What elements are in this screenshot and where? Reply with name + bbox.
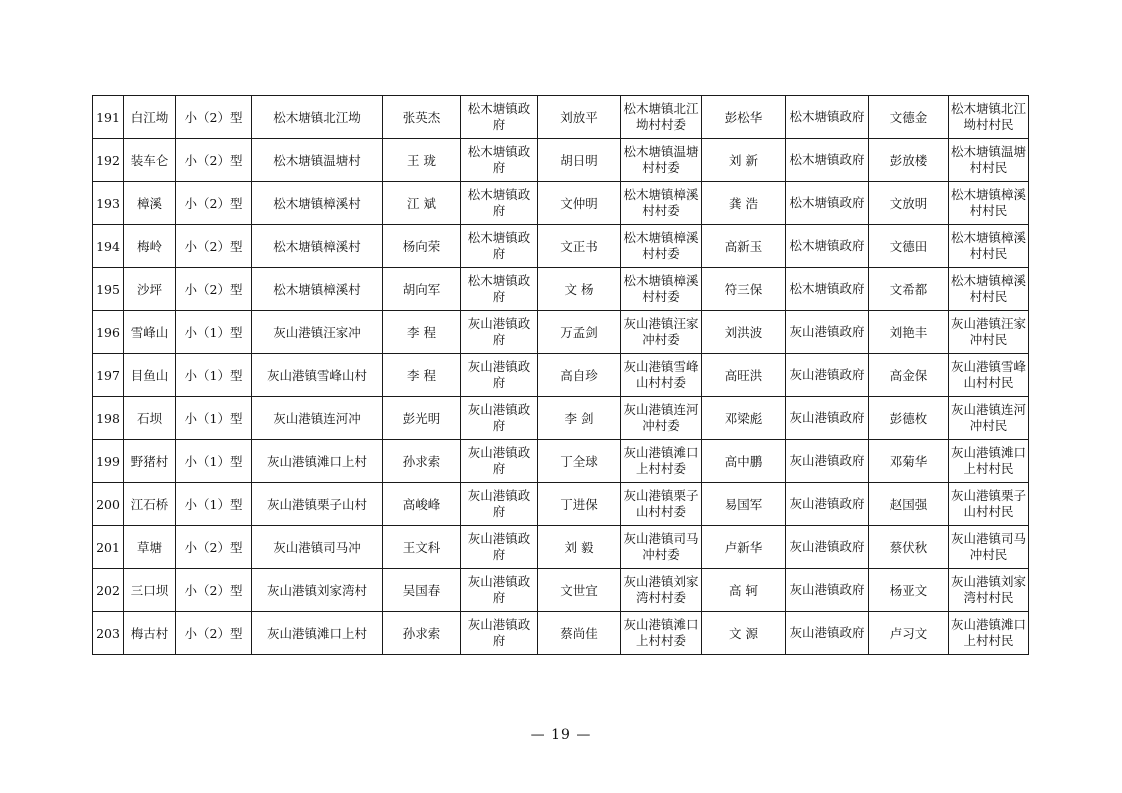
location-cell: 灰山港镇栗子山村: [252, 483, 383, 526]
guard-person-cell: 文希都: [869, 268, 949, 311]
admin-responsible-cell: 高峻峰: [383, 483, 461, 526]
serial-number-cell: 202: [93, 569, 124, 612]
patrol-responsible-cell: 邓梁彪: [702, 397, 786, 440]
scale-type-cell: 小（1）型: [176, 483, 252, 526]
page-number: — 19 —: [530, 727, 592, 743]
reservoir-name-cell: 梅古村: [124, 612, 176, 655]
patrol-responsible-cell: 符三保: [702, 268, 786, 311]
technical-unit-cell: 松木塘镇樟溪村村委: [621, 182, 702, 225]
patrol-unit-cell: 灰山港镇政府: [786, 569, 869, 612]
location-cell: 灰山港镇滩口上村: [252, 612, 383, 655]
patrol-responsible-cell: 高中鹏: [702, 440, 786, 483]
guard-person-cell: 文放明: [869, 182, 949, 225]
serial-number-cell: 195: [93, 268, 124, 311]
table-row: [93, 268, 1029, 311]
patrol-responsible-cell: 刘 新: [702, 139, 786, 182]
technical-responsible-cell: 文世宜: [538, 569, 621, 612]
serial-number-cell: 198: [93, 397, 124, 440]
reservoir-name-cell: 三口坝: [124, 569, 176, 612]
admin-unit-cell: 灰山港镇政府: [461, 397, 538, 440]
technical-responsible-cell: 刘 毅: [538, 526, 621, 569]
scale-type-cell: 小（1）型: [176, 311, 252, 354]
scale-type-cell: 小（2）型: [176, 612, 252, 655]
patrol-unit-cell: 灰山港镇政府: [786, 612, 869, 655]
technical-responsible-cell: 丁进保: [538, 483, 621, 526]
scale-type-cell: 小（2）型: [176, 139, 252, 182]
scale-type-cell: 小（1）型: [176, 354, 252, 397]
admin-responsible-cell: 王 珑: [383, 139, 461, 182]
technical-unit-cell: 灰山港镇雪峰山村村委: [621, 354, 702, 397]
reservoir-name-cell: 沙坪: [124, 268, 176, 311]
admin-responsible-cell: 李 程: [383, 354, 461, 397]
guard-person-cell: 杨亚文: [869, 569, 949, 612]
patrol-unit-cell: 灰山港镇政府: [786, 483, 869, 526]
guard-person-cell: 蔡伏秋: [869, 526, 949, 569]
admin-responsible-cell: 胡向军: [383, 268, 461, 311]
technical-responsible-cell: 高自珍: [538, 354, 621, 397]
table-row: [93, 483, 1029, 526]
serial-number-cell: 191: [93, 96, 124, 139]
guard-unit-cell: 灰山港镇滩口上村村民: [949, 612, 1029, 655]
serial-number-cell: 194: [93, 225, 124, 268]
location-cell: 灰山港镇汪家冲: [252, 311, 383, 354]
admin-unit-cell: 松木塘镇政府: [461, 182, 538, 225]
admin-responsible-cell: 杨向荣: [383, 225, 461, 268]
patrol-unit-cell: 松木塘镇政府: [786, 96, 869, 139]
patrol-responsible-cell: 易国军: [702, 483, 786, 526]
table-row: [93, 397, 1029, 440]
serial-number-cell: 199: [93, 440, 124, 483]
admin-responsible-cell: 李 程: [383, 311, 461, 354]
table-row: [93, 526, 1029, 569]
reservoir-name-cell: 樟溪: [124, 182, 176, 225]
admin-unit-cell: 松木塘镇政府: [461, 268, 538, 311]
location-cell: 松木塘镇樟溪村: [252, 268, 383, 311]
reservoir-name-cell: 江石桥: [124, 483, 176, 526]
table-row: [93, 612, 1029, 655]
admin-unit-cell: 灰山港镇政府: [461, 440, 538, 483]
admin-responsible-cell: 吴国春: [383, 569, 461, 612]
patrol-unit-cell: 松木塘镇政府: [786, 225, 869, 268]
admin-responsible-cell: 孙求索: [383, 440, 461, 483]
guard-unit-cell: 灰山港镇刘家湾村村民: [949, 569, 1029, 612]
guard-unit-cell: 松木塘镇北江坳村村民: [949, 96, 1029, 139]
scale-type-cell: 小（2）型: [176, 182, 252, 225]
guard-unit-cell: 松木塘镇樟溪村村民: [949, 225, 1029, 268]
reservoir-name-cell: 石坝: [124, 397, 176, 440]
location-cell: 松木塘镇樟溪村: [252, 182, 383, 225]
serial-number-cell: 196: [93, 311, 124, 354]
reservoir-name-cell: 装车仑: [124, 139, 176, 182]
table-row: [93, 311, 1029, 354]
location-cell: 灰山港镇连河冲: [252, 397, 383, 440]
guard-person-cell: 卢习文: [869, 612, 949, 655]
guard-unit-cell: 松木塘镇樟溪村村民: [949, 268, 1029, 311]
technical-responsible-cell: 刘放平: [538, 96, 621, 139]
patrol-unit-cell: 灰山港镇政府: [786, 311, 869, 354]
scale-type-cell: 小（2）型: [176, 526, 252, 569]
admin-unit-cell: 松木塘镇政府: [461, 225, 538, 268]
guard-unit-cell: 灰山港镇连河冲村民: [949, 397, 1029, 440]
location-cell: 灰山港镇司马冲: [252, 526, 383, 569]
guard-unit-cell: 松木塘镇樟溪村村民: [949, 182, 1029, 225]
table-row: [93, 225, 1029, 268]
technical-responsible-cell: 文 杨: [538, 268, 621, 311]
admin-unit-cell: 灰山港镇政府: [461, 612, 538, 655]
patrol-responsible-cell: 刘洪波: [702, 311, 786, 354]
patrol-responsible-cell: 卢新华: [702, 526, 786, 569]
guard-person-cell: 赵国强: [869, 483, 949, 526]
serial-number-cell: 201: [93, 526, 124, 569]
admin-unit-cell: 松木塘镇政府: [461, 96, 538, 139]
admin-responsible-cell: 彭光明: [383, 397, 461, 440]
admin-responsible-cell: 张英杰: [383, 96, 461, 139]
serial-number-cell: 200: [93, 483, 124, 526]
patrol-responsible-cell: 高旺洪: [702, 354, 786, 397]
admin-responsible-cell: 江 斌: [383, 182, 461, 225]
serial-number-cell: 197: [93, 354, 124, 397]
location-cell: 灰山港镇刘家湾村: [252, 569, 383, 612]
patrol-unit-cell: 松木塘镇政府: [786, 182, 869, 225]
technical-responsible-cell: 蔡尚佳: [538, 612, 621, 655]
scale-type-cell: 小（1）型: [176, 397, 252, 440]
table-row: [93, 354, 1029, 397]
technical-unit-cell: 松木塘镇温塘村村委: [621, 139, 702, 182]
guard-person-cell: 彭德枚: [869, 397, 949, 440]
table-row: [93, 440, 1029, 483]
location-cell: 松木塘镇樟溪村: [252, 225, 383, 268]
guard-unit-cell: 灰山港镇汪家冲村民: [949, 311, 1029, 354]
scale-type-cell: 小（2）型: [176, 268, 252, 311]
patrol-responsible-cell: 文 源: [702, 612, 786, 655]
admin-unit-cell: 灰山港镇政府: [461, 569, 538, 612]
scale-type-cell: 小（2）型: [176, 96, 252, 139]
guard-person-cell: 文德金: [869, 96, 949, 139]
patrol-responsible-cell: 龚 浩: [702, 182, 786, 225]
scale-type-cell: 小（2）型: [176, 569, 252, 612]
location-cell: 松木塘镇北江坳: [252, 96, 383, 139]
table-row: [93, 96, 1029, 139]
serial-number-cell: 192: [93, 139, 124, 182]
technical-responsible-cell: 万孟剑: [538, 311, 621, 354]
technical-unit-cell: 灰山港镇刘家湾村村委: [621, 569, 702, 612]
technical-unit-cell: 灰山港镇司马冲村委: [621, 526, 702, 569]
reservoir-name-cell: 梅岭: [124, 225, 176, 268]
guard-unit-cell: 灰山港镇栗子山村村民: [949, 483, 1029, 526]
patrol-responsible-cell: 高 轲: [702, 569, 786, 612]
admin-unit-cell: 灰山港镇政府: [461, 354, 538, 397]
serial-number-cell: 203: [93, 612, 124, 655]
technical-unit-cell: 灰山港镇滩口上村村委: [621, 612, 702, 655]
reservoir-name-cell: 草塘: [124, 526, 176, 569]
guard-unit-cell: 灰山港镇雪峰山村村民: [949, 354, 1029, 397]
table-row: [93, 182, 1029, 225]
technical-responsible-cell: 文仲明: [538, 182, 621, 225]
table-row: [93, 139, 1029, 182]
technical-responsible-cell: 胡日明: [538, 139, 621, 182]
reservoir-name-cell: 野猪村: [124, 440, 176, 483]
technical-responsible-cell: 文正书: [538, 225, 621, 268]
technical-unit-cell: 灰山港镇汪家冲村委: [621, 311, 702, 354]
patrol-unit-cell: 松木塘镇政府: [786, 268, 869, 311]
technical-responsible-cell: 李 剑: [538, 397, 621, 440]
patrol-unit-cell: 灰山港镇政府: [786, 397, 869, 440]
guard-unit-cell: 灰山港镇滩口上村村民: [949, 440, 1029, 483]
location-cell: 灰山港镇滩口上村: [252, 440, 383, 483]
guard-person-cell: 彭放楼: [869, 139, 949, 182]
serial-number-cell: 193: [93, 182, 124, 225]
guard-person-cell: 高金保: [869, 354, 949, 397]
patrol-unit-cell: 灰山港镇政府: [786, 440, 869, 483]
guard-person-cell: 文德田: [869, 225, 949, 268]
admin-responsible-cell: 王文科: [383, 526, 461, 569]
guard-person-cell: 刘艳丰: [869, 311, 949, 354]
guard-unit-cell: 灰山港镇司马冲村民: [949, 526, 1029, 569]
technical-unit-cell: 松木塘镇樟溪村村委: [621, 268, 702, 311]
technical-unit-cell: 灰山港镇滩口上村村委: [621, 440, 702, 483]
guard-unit-cell: 松木塘镇温塘村村民: [949, 139, 1029, 182]
patrol-unit-cell: 灰山港镇政府: [786, 354, 869, 397]
patrol-unit-cell: 灰山港镇政府: [786, 526, 869, 569]
reservoir-name-cell: 目鱼山: [124, 354, 176, 397]
admin-unit-cell: 松木塘镇政府: [461, 139, 538, 182]
location-cell: 松木塘镇温塘村: [252, 139, 383, 182]
guard-person-cell: 邓菊华: [869, 440, 949, 483]
reservoir-name-cell: 白江坳: [124, 96, 176, 139]
location-cell: 灰山港镇雪峰山村: [252, 354, 383, 397]
admin-unit-cell: 灰山港镇政府: [461, 311, 538, 354]
technical-unit-cell: 松木塘镇樟溪村村委: [621, 225, 702, 268]
table-row: [93, 569, 1029, 612]
admin-unit-cell: 灰山港镇政府: [461, 483, 538, 526]
scale-type-cell: 小（1）型: [176, 440, 252, 483]
patrol-responsible-cell: 高新玉: [702, 225, 786, 268]
technical-responsible-cell: 丁全球: [538, 440, 621, 483]
admin-unit-cell: 灰山港镇政府: [461, 526, 538, 569]
table-body: [93, 96, 1029, 655]
reservoir-name-cell: 雪峰山: [124, 311, 176, 354]
admin-responsible-cell: 孙求索: [383, 612, 461, 655]
technical-unit-cell: 灰山港镇栗子山村村委: [621, 483, 702, 526]
scale-type-cell: 小（2）型: [176, 225, 252, 268]
patrol-unit-cell: 松木塘镇政府: [786, 139, 869, 182]
technical-unit-cell: 松木塘镇北江坳村村委: [621, 96, 702, 139]
reservoir-responsibility-table: [92, 95, 1029, 655]
patrol-responsible-cell: 彭松华: [702, 96, 786, 139]
technical-unit-cell: 灰山港镇连河冲村委: [621, 397, 702, 440]
